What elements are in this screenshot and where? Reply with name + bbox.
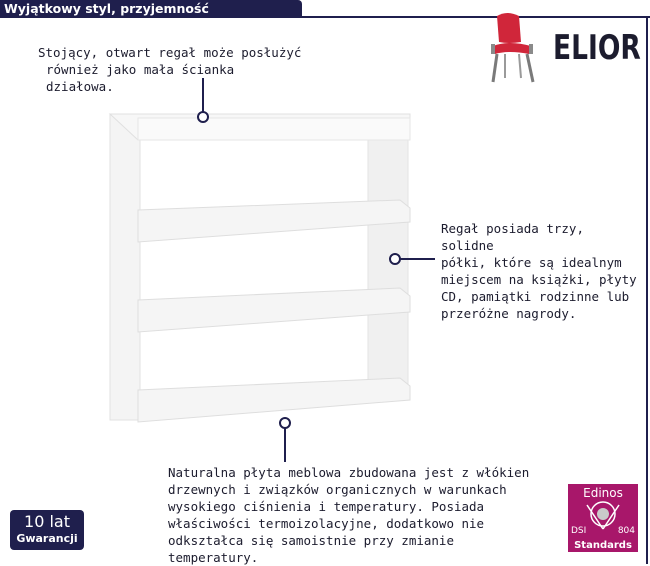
certificate-number: 804 — [617, 526, 635, 536]
right-frame-line — [646, 16, 648, 564]
top-callout-pin — [197, 111, 209, 123]
certificate-dsi: DSI — [571, 526, 587, 536]
callout-line: właściwości termoizolacyjne, dodatkowo nie — [168, 516, 485, 531]
right-callout-text — [441, 220, 641, 322]
warranty-badge — [10, 510, 84, 550]
callout-line: również jako mała ścianka działowa. — [46, 62, 235, 94]
warranty-label: Gwarancji — [16, 532, 78, 545]
bottom-callout-line — [284, 426, 286, 462]
right-callout-pin — [389, 253, 401, 265]
callout-line: odkształca się samoistnie przy zmianie temperatury. — [168, 533, 454, 565]
certificate-label: Standards — [574, 540, 632, 551]
callout-line: przeróżne nagrody. — [441, 306, 577, 321]
callout-line: drzewnych i związków organicznych w warunkach — [168, 482, 507, 497]
bookshelf-illustration — [100, 100, 420, 430]
callout-line: wysokiego ciśnienia i temperatury. Posiada — [168, 499, 485, 514]
certificate-brand: Edinos — [583, 486, 623, 500]
right-callout-line — [399, 258, 435, 260]
callout-line: CD, pamiątki rodzinne lub — [441, 289, 630, 304]
brand-logo-text: ELIOR — [553, 28, 641, 68]
callout-line: Regał posiada trzy, solidne — [441, 221, 584, 253]
bottom-callout-pin — [279, 417, 291, 429]
certificate-badge — [568, 484, 638, 552]
callout-line: miejscem na książki, płyty — [441, 272, 637, 287]
callout-line: półki, które są idealnym — [441, 255, 622, 270]
header-title: Wyjątkowy styl, przyjemność użytkowania! — [0, 0, 302, 18]
callout-line: Stojący, otwart regał może posłużyć — [38, 45, 302, 60]
warranty-years: 10 lat — [24, 512, 70, 531]
callout-line: Naturalna płyta meblowa zbudowana jest z włókien — [168, 465, 530, 480]
top-callout-text — [38, 44, 308, 95]
bottom-callout-text — [168, 464, 538, 566]
